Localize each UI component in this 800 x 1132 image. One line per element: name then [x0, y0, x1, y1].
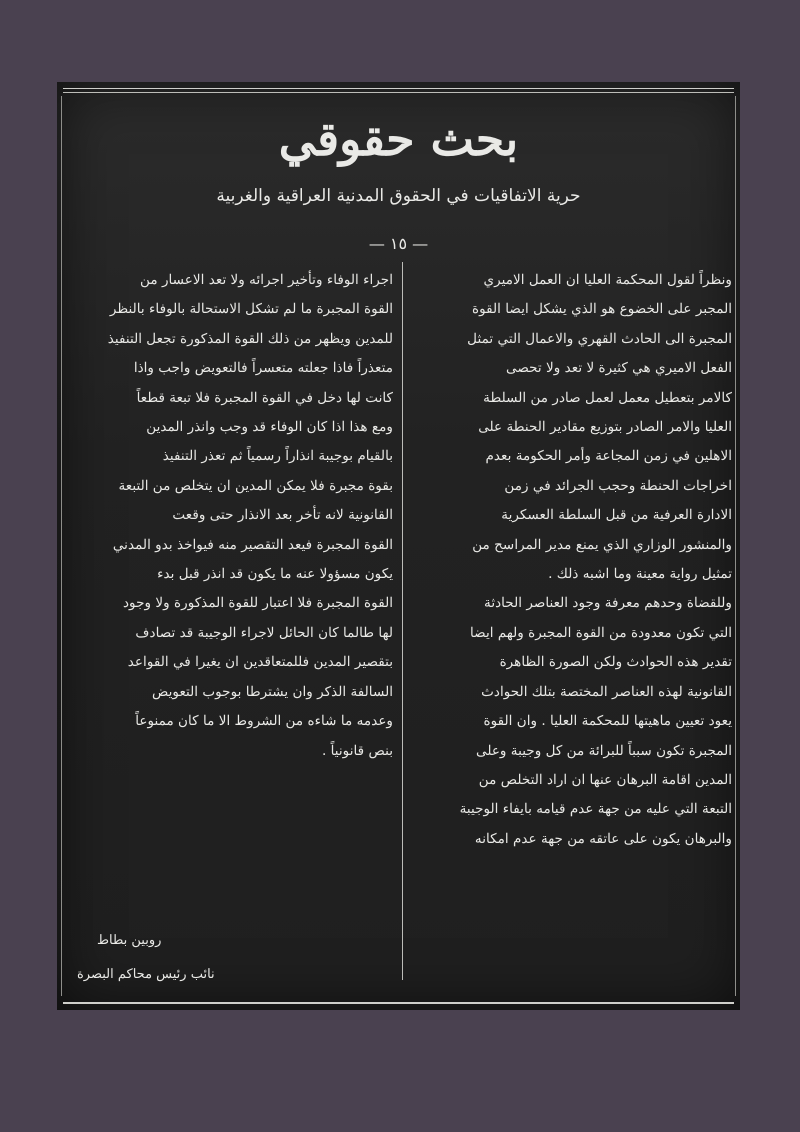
text-line: يكون مسؤولا عنه ما يكون قد انذر قبل بدء: [157, 566, 393, 583]
right-border: [735, 96, 736, 996]
text-line: ومع هذا اذا كان الوفاء قد وجب وانذر المدين: [146, 419, 393, 436]
newspaper-page: [57, 82, 740, 1010]
text-line: وللقضاة وحدهم معرفة وجود العناصر الحادثة: [484, 595, 732, 612]
text-line: بقوة مجبرة فلا يمكن المدين ان يتخلص من التبعة: [118, 477, 393, 494]
text-line: بالقيام بوجيبة انذاراً رسمياً ثم تعذر التنفيذ: [162, 448, 393, 465]
text-line: وعدمه ما شاءه من الشروط الا ما كان ممنوعاً: [135, 713, 393, 730]
text-line: القانونية لانه تأخر بعد الانذار حتى وقعت: [172, 507, 393, 524]
right-column: [410, 266, 732, 854]
column-divider: [402, 262, 403, 980]
text-line: تمثيل رواية معينة وما اشبه ذلك .: [548, 566, 732, 583]
text-line: القوة المجبرة ما لم تشكل الاستحالة بالوفاء بالنظر: [109, 301, 393, 318]
text-line: السالفة الذكر وان يشترطا بوجوب التعويض: [152, 683, 393, 700]
text-line: المجبرة تكون سبباً للبرائة من كل وجيبة وعلى: [475, 742, 732, 759]
text-line: تقدير هذه الحوادث ولكن الصورة الظاهرة: [499, 654, 732, 671]
text-line: الفعل الاميري هي كثيرة لا تعد ولا تحصى: [506, 360, 732, 377]
text-line: كانت لها دخل في القوة المجبرة فلا تبعة قطعاً: [136, 389, 393, 406]
text-line: الادارة العرفية من قبل السلطة العسكرية: [501, 507, 732, 524]
text-line: الاهلين في زمن المجاعة وأمر الحكومة بعدم: [485, 448, 732, 465]
text-line: المدين اقامة البرهان عنها ان اراد التخلص من: [478, 771, 732, 788]
bottom-rule: [63, 1002, 734, 1004]
article-subtitle: حرية الاتفاقيات في الحقوق المدنية العراقية والغربية: [216, 186, 581, 206]
text-line: متعذراً فاذا جعلته متعسراً فالتعويض واجب واذا: [133, 360, 393, 377]
text-line: اجراء الوفاء وتأخير اجرائه ولا تعد الاعسار من: [140, 272, 393, 288]
text-line: المجبرة الى الحادث القهري والاعمال التي تمثل: [467, 330, 732, 347]
text-line: العليا والامر الصادر بتوزيع مقادير الحنطة على: [478, 419, 732, 436]
text-line: والبرهان يكون على عاتقه من جهة عدم امكانه: [474, 830, 732, 847]
text-line: بنص قانونياً .: [322, 742, 393, 759]
text-line: كالامر بتعطيل معمل لعمل صادر من السلطة: [483, 389, 732, 406]
left-border: [61, 96, 62, 996]
page-number: — ١٥ —: [368, 234, 429, 253]
text-line: يعود تعيين ماهيتها للمحكمة العليا . وان القوة: [483, 713, 732, 730]
text-line: التبعة التي عليه من جهة عدم قيامه بايفاء الوجيبة: [459, 801, 732, 818]
article-title: بحث حقوقي: [278, 112, 519, 166]
text-line: القوة المجبرة فيعد التقصير منه فيواخذ بدو المدني: [112, 536, 393, 553]
author-name: روبين بطاط: [97, 933, 162, 948]
text-line: ونظراً لقول المحكمة العليا ان العمل الاميري: [483, 272, 732, 288]
text-line: اخراجات الحنطة وحجب الجرائد في زمن: [504, 477, 732, 494]
text-line: للمدين ويظهر من ذلك القوة المذكورة تجعل التنفيذ: [107, 330, 393, 347]
text-line: والمنشور الوزاري الذي يمنع مدير المراسح من: [472, 536, 732, 553]
author-title: نائب رئيس محاكم البصرة: [77, 967, 215, 982]
text-line: القانونية لهذه العناصر المختصة بتلك الحوادث: [481, 683, 732, 700]
top-rule: [63, 88, 734, 93]
text-line: المجبر على الخضوع هو الذي يشكل ايضا القوة: [472, 301, 732, 318]
text-line: التي تكون معدودة من القوة المجبرة ولهم ايضا: [470, 624, 732, 641]
text-line: بتقصير المدين فللمتعاقدين ان يغيرا في القواعد: [127, 654, 393, 671]
text-line: لها طالما كان الحائل لاجراء الوجيبة قد تصادف: [135, 624, 393, 641]
text-line: القوة المجبرة فلا اعتبار للقوة المذكورة ولا وجود: [123, 595, 393, 612]
left-column: [71, 266, 393, 766]
